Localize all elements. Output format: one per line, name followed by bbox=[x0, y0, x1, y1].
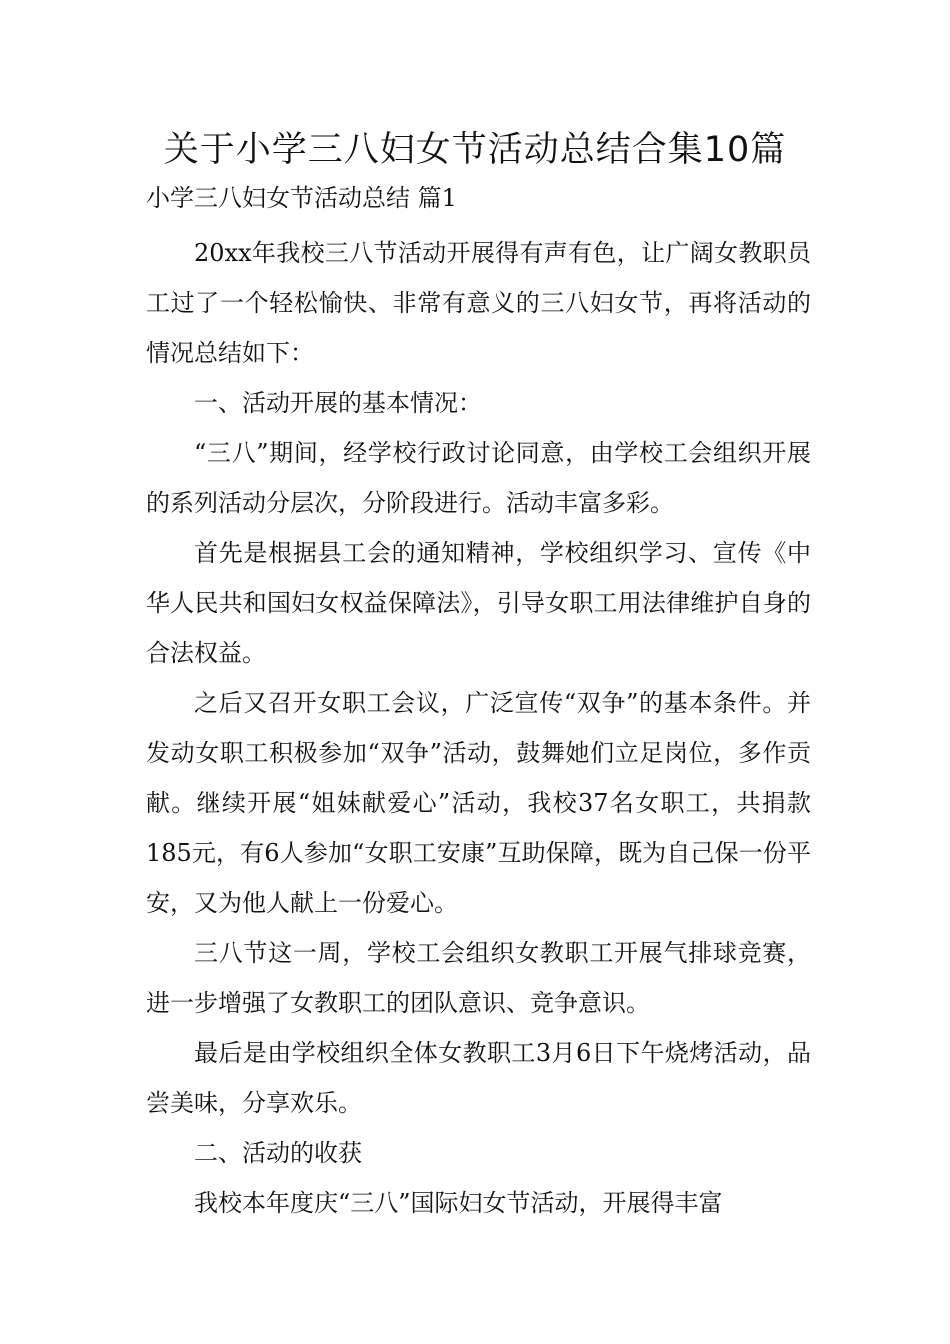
document-body bbox=[146, 228, 811, 1228]
subheading: 一、活动开展的基本情况： bbox=[194, 389, 482, 417]
paragraph: 首先是根据县工会的通知精神，学校组织学习、宣传《中华人民共和国妇女权益保障法》，引导女职工用法律维护自身的合法权益。 bbox=[146, 539, 811, 667]
subheading: 二、活动的收获 bbox=[194, 1139, 362, 1167]
paragraph: 之后又召开女职工会议，广泛宣传“双争”的基本条件。并发动女职工积极参加“双争”活动，鼓舞她们立足岗位，多作贡献。继续开展“姐妹献爱心”活动，我校37名女职工，共捐款185元，有6人参加“女职工安康”互助保障，既为自己保一份平安，又为他人献上一份爱心。 bbox=[146, 689, 811, 917]
paragraph: 最后是由学校组织全体女教职工3月6日下午烧烤活动，品尝美味，分享欢乐。 bbox=[146, 1039, 811, 1117]
document-title: 关于小学三八妇女节活动总结合集10篇 bbox=[163, 130, 787, 170]
paragraph: 三八节这一周，学校工会组织女教职工开展气排球竞赛，进一步增强了女教职工的团队意识、竞争意识。 bbox=[146, 939, 811, 1017]
paragraph: “三八”期间，经学校行政讨论同意，由学校工会组织开展的系列活动分层次，分阶段进行。活动丰富多彩。 bbox=[146, 439, 811, 517]
paragraph: 20xx年我校三八节活动开展得有声有色，让广阔女教职员工过了一个轻松愉快、非常有意义的三八妇女节，再将活动的情况总结如下： bbox=[146, 239, 811, 367]
paragraph: 我校本年度庆“三八”国际妇女节活动，开展得丰富 bbox=[194, 1189, 723, 1217]
section-heading: 小学三八妇女节活动总结 篇1 bbox=[146, 184, 457, 212]
